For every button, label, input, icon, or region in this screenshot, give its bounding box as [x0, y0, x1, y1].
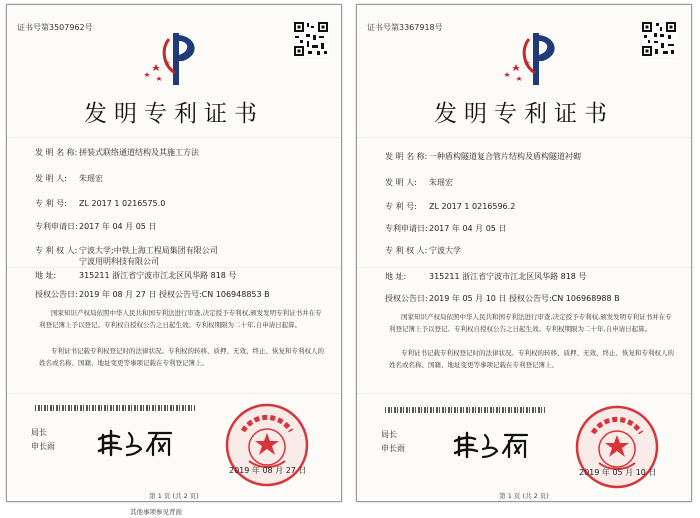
certificate-title: 发明专利证书: [84, 101, 264, 127]
field-invention-name: 发 明 名 称: 一种盾构隧道复合管片结构及盾构隧道衬砌: [385, 152, 581, 161]
barcode-strip: [35, 405, 195, 411]
footnote: 其他事项参见背面: [130, 508, 182, 516]
field-grant-date: 授权公告日:2019 年 05 月 10 日 授权公告号:CN 106968988 B: [385, 294, 620, 303]
field-patentee-continued: 宁波用明科技有限公司: [79, 257, 159, 266]
seal-date: 2019 年 08 月 27 日: [229, 466, 307, 475]
seal-date: 2019 年 05 月 10 日: [579, 468, 657, 477]
field-address: 地 址: 315211 浙江省宁波市江北区风华路 818 号: [385, 272, 587, 281]
cnipa-logo-icon: [499, 27, 569, 89]
field-patent-number: 专 利 号: ZL 2017 1 0216596.2: [385, 202, 516, 211]
grant-statement: 国家知识产权局依照中华人民共和国专利法进行审查,决定授予专利权,颁发发明专利证书并在专利登记簿上予以登记。专利权自授权公告之日起生效。专利权期限为二十年,自申请日起算。: [39, 309, 322, 329]
cnipa-logo-icon: [139, 27, 209, 89]
qr-code-icon: [641, 21, 677, 57]
field-invention-name: 发 明 名 称: 拼装式联络通道结构及其施工方法: [35, 148, 199, 157]
legal-status-statement: 专利证书记载专利权登记时的法律状况。专利权的转移、质押、无效、终止、恢复和专利权人的姓名或名称、国籍、地址变更等事项记载在专利登记簿上。: [39, 347, 324, 367]
watermark-line: [7, 393, 341, 394]
field-inventor: 发 明 人: 朱瑶宏: [385, 178, 453, 187]
watermark-line: [7, 267, 341, 268]
field-filing-date: 专利申请日:2017 年 04 月 05 日: [385, 224, 507, 233]
signatory-title: 局长: [381, 430, 397, 439]
certificate-title: 发明专利证书: [434, 101, 614, 127]
watermark-line: [357, 137, 691, 138]
certificate-number: 证书号第3367918号: [367, 23, 443, 32]
field-filing-date: 专利申请日:2017 年 04 月 05 日: [35, 222, 157, 231]
field-patent-number: 专 利 号: ZL 2017 1 0216575.0: [35, 199, 166, 208]
patent-certificate-left: [6, 4, 342, 502]
certificate-number: 证书号第3507962号: [17, 23, 93, 32]
handwritten-signature-icon: [97, 425, 177, 459]
grant-statement: 国家知识产权局依照中华人民共和国专利法进行审查,决定授予专利权,颁发发明专利证书并在专利登记簿上予以登记。专利权自授权公告之日起生效。专利权期限为二十年,自申请日起算。: [389, 313, 672, 333]
qr-code-icon: [293, 21, 329, 57]
legal-status-statement: 专利证书记载专利权登记时的法律状况。专利权的转移、质押、无效、终止、恢复和专利权人的姓名或名称、国籍、地址变更等事项记载在专利登记簿上。: [389, 349, 674, 369]
field-inventor: 发 明 人: 朱瑶宏: [35, 174, 103, 183]
watermark-line: [357, 267, 691, 268]
page-indicator: 第 1 页 (共 2 页): [149, 492, 199, 500]
field-address: 地 址: 315211 浙江省宁波市江北区风华路 818 号: [35, 271, 237, 280]
handwritten-signature-icon: [453, 427, 533, 461]
watermark-line: [7, 137, 341, 138]
signatory-title: 局长: [31, 428, 47, 437]
barcode-strip: [385, 407, 545, 413]
page-indicator: 第 1 页 (共 2 页): [499, 492, 549, 500]
field-grant-date: 授权公告日:2019 年 08 月 27 日 授权公告号:CN 106948853 B: [35, 290, 270, 299]
field-patentee: 专 利 权 人: 宁波大学: [385, 246, 461, 255]
field-patentee: 专 利 权 人: 宁波大学;中铁上海工程局集团有限公司: [35, 246, 218, 255]
patent-certificate-right: [356, 4, 692, 502]
signatory-name: 申长雨: [31, 442, 55, 451]
signatory-name: 申长雨: [381, 444, 405, 453]
watermark-line: [357, 393, 691, 394]
